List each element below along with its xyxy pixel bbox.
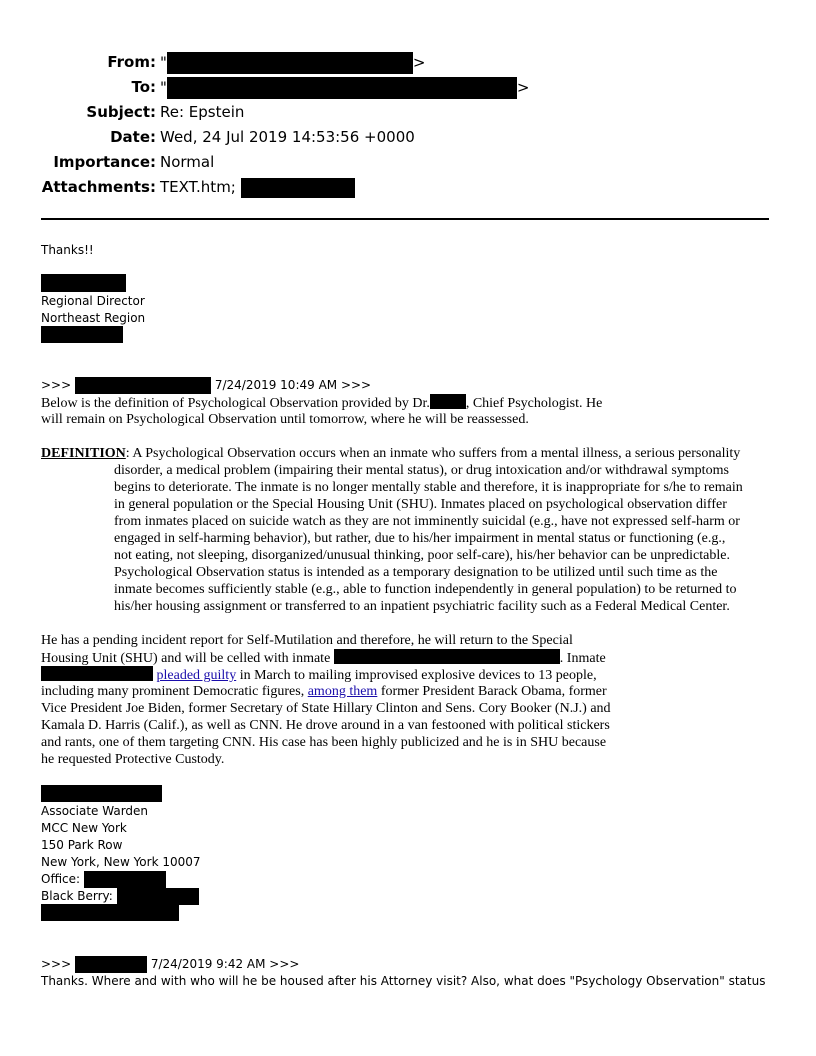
definition-first-line (41, 445, 776, 462)
importance-label: Importance: (53, 153, 156, 171)
date-value: Wed, 24 Jul 2019 14:53:56 +0000 (160, 128, 415, 146)
quote2-header (41, 956, 299, 973)
among-them-link[interactable]: among them (307, 684, 378, 699)
redaction-inmate-name (334, 649, 560, 664)
blackberry-label: Black Berry: (41, 889, 113, 903)
quote1-prefix: >>> (41, 378, 72, 392)
quote1-p3-text-e: former President Barack Obama, former (377, 684, 607, 699)
quote2-timestamp: 7/24/2019 9:42 AM >>> (150, 957, 300, 971)
quote2-prefix: >>> (41, 957, 72, 971)
quote1-p3-line1: He has a pending incident report for Self-Mutilation and therefore, he will return to the Special (41, 633, 573, 648)
quote1-p3-line8: he requested Protective Custody. (41, 752, 225, 767)
to-suffix: > (516, 78, 530, 97)
definition-line: not eating, not sleeping, disorganized/unusual thinking, poor self-care), his/her behavior can be unpredictable. (114, 548, 730, 563)
sender-region: Northeast Region (41, 311, 146, 325)
definition-label: DEFINITION (41, 446, 126, 461)
pleaded-guilty-link[interactable]: pleaded guilty (156, 668, 237, 683)
to-label: To: (131, 78, 156, 96)
redaction-from (167, 52, 413, 74)
quote1-timestamp: 7/24/2019 10:49 AM >>> (214, 378, 372, 392)
definition-line: engaged in self-harming behavior), but rather, due to his/her impairment in mental status or functioning (e.g., (114, 531, 726, 546)
redaction-warden-name (41, 785, 162, 802)
definition-line: begins to deteriorate. The inmate is no longer mentally stable and therefore, it is inappropriate for s/he to remain (114, 480, 743, 495)
quote1-p3-line5: Vice President Joe Biden, former Secretary of State Hillary Clinton and Sens. Cory Booker (N.J.) and (41, 701, 611, 716)
quote1-p1-line2: will remain on Psychological Observation until tomorrow, where he will be reassessed. (41, 412, 529, 427)
redaction-office-phone (84, 871, 166, 888)
quote1-p3-text-b: . Inmate (559, 651, 606, 666)
quote1-p3-line2 (41, 649, 606, 667)
from-suffix: > (412, 53, 426, 72)
quote1-p3-text-c: in March to mailing improvised explosive devices to 13 people, (236, 668, 597, 683)
quote1-p1-text-b: , Chief Psychologist. He (465, 396, 603, 411)
redaction-attachment (241, 178, 355, 198)
definition-line: inmate becomes sufficiently stable (e.g., able to function independently in general population) to be returned to (114, 582, 737, 597)
quote1-p3-line3 (41, 666, 597, 684)
redaction-signature-extra (41, 904, 179, 921)
redaction-sender-name (41, 274, 126, 292)
redaction-doctor-name (430, 394, 466, 409)
signature-title: Associate Warden (41, 804, 149, 818)
from-quote: " (160, 53, 167, 72)
from-label: From: (107, 53, 156, 71)
redaction-to (167, 77, 517, 99)
subject-label: Subject: (86, 103, 156, 121)
redaction-quote1-sender (75, 377, 211, 394)
sender-title: Regional Director (41, 294, 145, 308)
office-label: Office: (41, 872, 81, 886)
signature-office (41, 871, 166, 888)
quote1-p3-text-d: including many prominent Democratic figures, (41, 684, 308, 699)
attachments-value: TEXT.htm; (160, 178, 236, 196)
subject-value: Re: Epstein (160, 103, 245, 121)
reply-thanks: Thanks!! (41, 243, 94, 257)
redaction-blackberry-phone (117, 888, 199, 905)
definition-block (41, 445, 776, 615)
date-label: Date: (110, 128, 156, 146)
quote1-header (41, 377, 371, 394)
redaction-quote2-sender (75, 956, 147, 973)
definition-line: disorder, a medical problem (impairing their mental status), or drug intoxication and/or withdrawal symptoms (114, 463, 729, 478)
definition-line: Psychological Observation status is intended as a temporary designation to be utilized until such time as the (114, 565, 718, 580)
importance-value: Normal (160, 153, 215, 171)
quote1-p1-text-a: Below is the definition of Psychological Observation provided by Dr. (41, 396, 430, 411)
signature-blackberry (41, 888, 199, 905)
quote2-line1: Thanks. Where and with who will he be housed after his Attorney visit? Also, what does "Psychology Observation" status (41, 974, 766, 988)
signature-street: 150 Park Row (41, 838, 123, 852)
quote1-p3-line4 (41, 683, 607, 700)
definition-first-text: : A Psychological Observation occurs when an inmate who suffers from a mental illness, a serious personality (125, 446, 741, 461)
quote1-p1-line1 (41, 394, 602, 412)
attachments-label: Attachments: (41, 178, 156, 196)
signature-org: MCC New York (41, 821, 127, 835)
quote1-p3-line6: Kamala D. Harris (Calif.), as well as CNN. He drove around in a van festooned with political stickers (41, 718, 610, 733)
header-divider (41, 218, 769, 220)
to-quote: " (160, 78, 167, 97)
signature-city: New York, New York 10007 (41, 855, 201, 869)
definition-line: from inmates placed on suicide watch as they are not imminently suicidal (e.g., have not expressed self-harm or (114, 514, 740, 529)
redaction-inmate-name-2 (41, 666, 153, 681)
definition-line: his/her housing assignment or transferred to an inpatient psychiatric facility such as a Federal Medical Center. (114, 599, 730, 614)
redaction-sender-extra (41, 326, 123, 343)
quote1-p3-line7: and rants, one of them targeting CNN. His case has been highly publicized and he is in SHU because (41, 735, 607, 750)
definition-line: in general population or the Special Housing Unit (SHU). Inmates placed on psychological observation differ (114, 497, 727, 512)
quote1-p3-text-a: Housing Unit (SHU) and will be celled with inmate (41, 651, 331, 666)
